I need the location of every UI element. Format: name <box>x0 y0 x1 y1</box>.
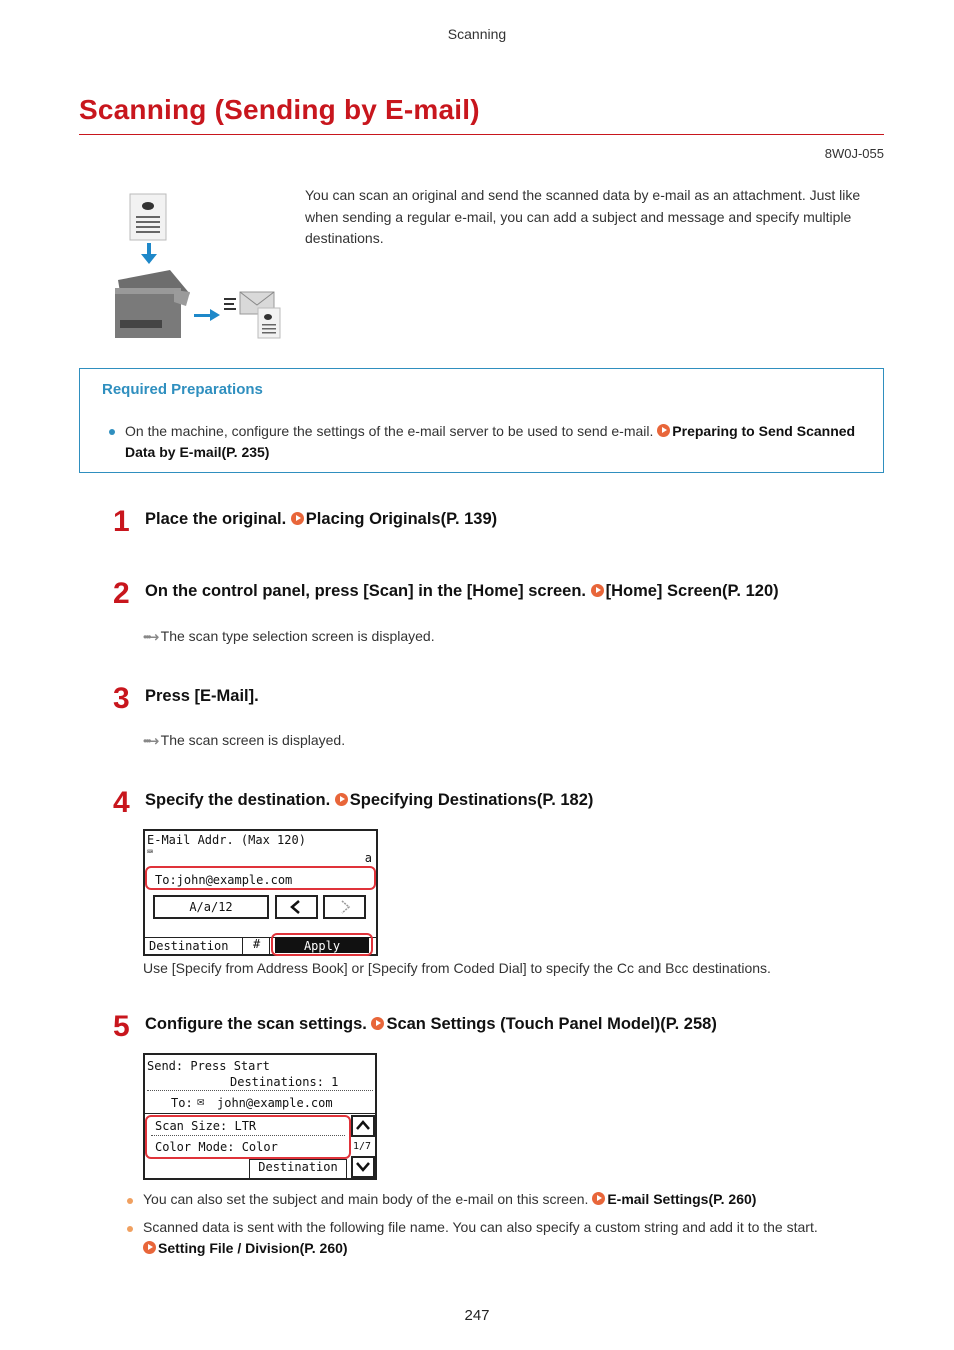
scan-size-setting[interactable]: Scan Size: LTR <box>155 1119 257 1133</box>
link-arrow-icon <box>291 512 304 525</box>
note-1 <box>143 1191 756 1207</box>
divider <box>269 937 270 955</box>
step-text <box>145 582 779 601</box>
result-text: The scan screen is displayed. <box>160 732 346 748</box>
bullet-icon <box>109 429 115 435</box>
link-arrow-icon <box>591 584 604 597</box>
chevron-left-icon <box>277 897 316 917</box>
scanner-icon <box>115 270 190 338</box>
required-preparations-box <box>79 368 884 473</box>
dotted-divider <box>147 1090 373 1091</box>
chevron-up-icon <box>353 1117 373 1135</box>
bullet-icon <box>127 1226 133 1232</box>
step-text <box>145 1015 717 1034</box>
step-link[interactable]: [Home] Screen(P. 120) <box>605 582 779 600</box>
color-mode-setting[interactable]: Color Mode: Color <box>155 1140 278 1154</box>
status-line: Send: Press Start <box>147 1059 270 1073</box>
arrow-right-icon <box>194 309 220 321</box>
cursor-right-button[interactable] <box>323 895 366 919</box>
destination-field[interactable]: To:john@example.com <box>155 873 293 887</box>
note-link-text[interactable]: E-mail Settings(P. 260) <box>607 1191 757 1207</box>
step-instruction: Press [E-Mail]. <box>145 687 259 705</box>
step-number: 2 <box>113 577 130 610</box>
step-4-note: Use [Specify from Address Book] or [Specify from Coded Dial] to specify the Cc and Bcc destinations. <box>143 960 771 976</box>
link-arrow-icon <box>335 793 348 806</box>
result-arrow-icon: •••➜ <box>143 630 158 644</box>
intro-paragraph: You can scan an original and send the scanned data by e-mail as an attachment. Just like when sending a regular e-mail, you can add a subject and message and specify multiple destinations. <box>305 187 861 246</box>
result-arrow-icon: •••➜ <box>143 734 158 748</box>
link-arrow-icon <box>657 424 670 437</box>
page-indicator: 1/7 <box>353 1141 372 1152</box>
note-2-text: Scanned data is sent with the following file name. You can also specify a custom string and add it to the start. <box>143 1219 818 1235</box>
step-3-result <box>143 732 345 748</box>
chevron-down-icon <box>353 1158 373 1176</box>
document-icon <box>130 194 166 240</box>
result-text: The scan type selection screen is displayed. <box>160 628 435 644</box>
to-address: john@example.com <box>217 1096 333 1110</box>
symbol-key[interactable]: # <box>253 937 261 951</box>
cursor-left-button[interactable] <box>275 895 318 919</box>
to-label: To: <box>171 1096 193 1110</box>
destinations-count: Destinations: 1 <box>230 1075 339 1089</box>
step-text <box>145 510 497 529</box>
scan-to-email-illustration <box>108 188 288 344</box>
preparations-title: Required Preparations <box>102 381 263 398</box>
note-text: You can also set the subject and main body of the e-mail on this screen. <box>143 1191 593 1207</box>
step-instruction: On the control panel, press [Scan] in the [Home] screen. <box>145 582 591 600</box>
input-mode-char: a <box>364 851 372 865</box>
step-instruction: Specify the destination. <box>145 791 335 809</box>
step-number: 4 <box>113 786 130 819</box>
step-text <box>145 791 593 810</box>
screen-header: E-Mail Addr. (Max 120) <box>147 833 306 847</box>
document-id: 8W0J-055 <box>824 146 884 161</box>
link-arrow-icon <box>592 1192 605 1205</box>
arrow-down-icon <box>141 243 157 264</box>
dotted-divider <box>151 1135 345 1136</box>
step-instruction: Place the original. <box>145 510 291 528</box>
step-link[interactable]: Scan Settings (Touch Panel Model)(P. 258) <box>386 1015 717 1033</box>
link-arrow-icon <box>143 1241 156 1254</box>
destination-tab[interactable]: Destination <box>149 939 229 953</box>
running-header: Scanning <box>447 26 507 42</box>
step-2-result <box>143 628 435 644</box>
scroll-down-button[interactable] <box>351 1156 375 1178</box>
note-link[interactable] <box>592 1191 756 1207</box>
scan-settings-screen <box>143 1053 377 1180</box>
apply-button[interactable]: Apply <box>275 937 369 953</box>
step-instruction: Configure the scan settings. <box>145 1015 372 1033</box>
note-2-link[interactable] <box>143 1240 348 1256</box>
keyboard-icon: ⌨ <box>147 847 154 858</box>
title-rule <box>79 134 884 135</box>
bullet-icon <box>127 1198 133 1204</box>
note-link-text[interactable]: Setting File / Division(P. 260) <box>158 1240 348 1256</box>
page-number: 247 <box>464 1307 490 1324</box>
step-number: 1 <box>113 505 130 538</box>
step-number: 5 <box>113 1010 130 1043</box>
divider <box>145 1113 375 1114</box>
preparations-item <box>125 421 865 463</box>
page-title: Scanning (Sending by E-mail) <box>79 94 480 125</box>
envelope-icon: ✉ <box>197 1094 205 1108</box>
preparations-item-text: On the machine, configure the settings of the e-mail server to be used to send e-mail. <box>125 423 658 439</box>
destination-button[interactable]: Destination <box>249 1159 347 1178</box>
email-icon <box>224 292 280 338</box>
step-link[interactable]: Specifying Destinations(P. 182) <box>349 791 594 809</box>
input-mode-button[interactable]: A/a/12 <box>153 895 269 919</box>
preparations-link-text[interactable]: Preparing to Send Scanned Data by E-mail(P. 235) <box>125 423 856 460</box>
email-address-screen <box>143 829 378 956</box>
chevron-right-icon <box>325 897 364 917</box>
link-arrow-icon <box>371 1017 384 1030</box>
divider <box>242 937 243 955</box>
scroll-up-button[interactable] <box>351 1115 375 1137</box>
step-link[interactable]: Placing Originals(P. 139) <box>305 510 498 528</box>
step-number: 3 <box>113 682 130 715</box>
